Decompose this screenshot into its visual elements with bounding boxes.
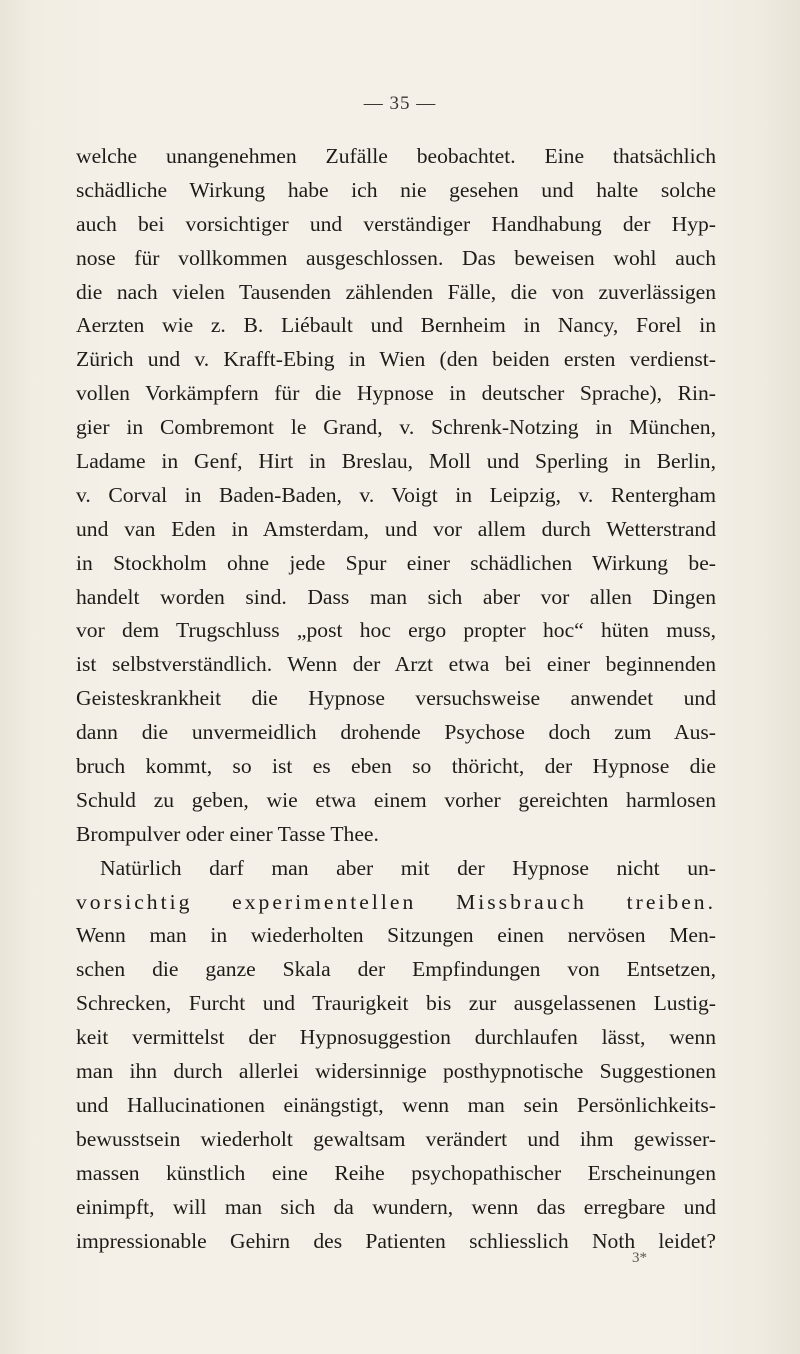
text-line: ist selbstverständlich. Wenn der Arzt etwa bei einer beginnenden xyxy=(76,652,716,677)
text-line: gier in Combremont le Grand, v. Schrenk-Notzing in München, xyxy=(76,415,716,440)
text-line: einimpft, will man sich da wundern, wenn das erregbare und xyxy=(76,1194,716,1219)
text-line: auch bei vorsichtiger und verständiger Handhabung der Hyp- xyxy=(76,211,716,236)
paragraph-start-line: Natürlich darf man aber mit der Hypnose nicht un- xyxy=(100,855,716,880)
text-line: v. Corval in Baden-Baden, v. Voigt in Leipzig, v. Rentergham xyxy=(76,482,716,507)
text-line: Schuld zu geben, wie etwa einem vorher gereichten harmlosen xyxy=(76,787,716,812)
text-line: massen künstlich eine Reihe psychopathischer Erscheinungen xyxy=(76,1160,716,1185)
text-line: vollen Vorkämpfern für die Hypnose in deutscher Sprache), Rin- xyxy=(76,381,716,406)
text-line: Aerzten wie z. B. Liébault und Bernheim in Nancy, Forel in xyxy=(76,313,716,338)
text-line: bruch kommt, so ist es eben so thöricht, der Hypnose die xyxy=(76,754,716,779)
text-line: und van Eden in Amsterdam, und vor allem durch Wetterstrand xyxy=(76,516,716,541)
text-line: nose für vollkommen ausgeschlossen. Das beweisen wohl auch xyxy=(76,245,716,270)
text-line: die nach vielen Tausenden zählenden Fälle, die von zuverlässigen xyxy=(76,279,716,304)
text-line: handelt worden sind. Dass man sich aber vor allen Dingen xyxy=(76,584,716,609)
text-line: vor dem Trugschluss „post hoc ergo propter hoc“ hüten muss, xyxy=(76,618,716,643)
emphasized-line: vorsichtig experimentellen Missbrauch treiben. xyxy=(76,889,716,914)
body-text xyxy=(76,140,716,1258)
text-line: impressionable Gehirn des Patienten schliesslich Noth leidet? xyxy=(76,1228,716,1253)
text-line: bewusstsein wiederholt gewaltsam verändert und ihm gewisser- xyxy=(76,1126,716,1151)
page-number: — 35 — xyxy=(363,93,437,114)
text-line: dann die unvermeidlich drohende Psychose doch zum Aus- xyxy=(76,720,716,745)
text-line: welche unangenehmen Zufälle beobachtet. Eine thatsächlich xyxy=(76,144,716,168)
text-line: Ladame in Genf, Hirt in Breslau, Moll und Sperling in Berlin, xyxy=(76,449,716,474)
text-line: schädliche Wirkung habe ich nie gesehen und halte solche xyxy=(76,177,716,202)
paragraph-end-line: Brompulver oder einer Tasse Thee. xyxy=(76,821,379,846)
text-line: Wenn man in wiederholten Sitzungen einen nervösen Men- xyxy=(76,923,716,948)
text-line: Geisteskrankheit die Hypnose versuchsweise anwendet und xyxy=(76,686,716,711)
text-line: keit vermittelst der Hypnosuggestion durchlaufen lässt, wenn xyxy=(76,1025,716,1050)
signature-mark: 3* xyxy=(632,1250,647,1266)
text-line: schen die ganze Skala der Empfindungen von Entsetzen, xyxy=(76,957,716,982)
text-line: und Hallucinationen einängstigt, wenn man sein Persönlichkeits- xyxy=(76,1092,716,1117)
text-line: man ihn durch allerlei widersinnige posthypnotische Suggestionen xyxy=(76,1059,716,1084)
text-line: Schrecken, Furcht und Traurigkeit bis zur ausgelassenen Lustig- xyxy=(76,991,716,1016)
text-line: Zürich und v. Krafft-Ebing in Wien (den beiden ersten verdienst- xyxy=(76,347,716,372)
text-line: in Stockholm ohne jede Spur einer schädlichen Wirkung be- xyxy=(76,550,716,575)
